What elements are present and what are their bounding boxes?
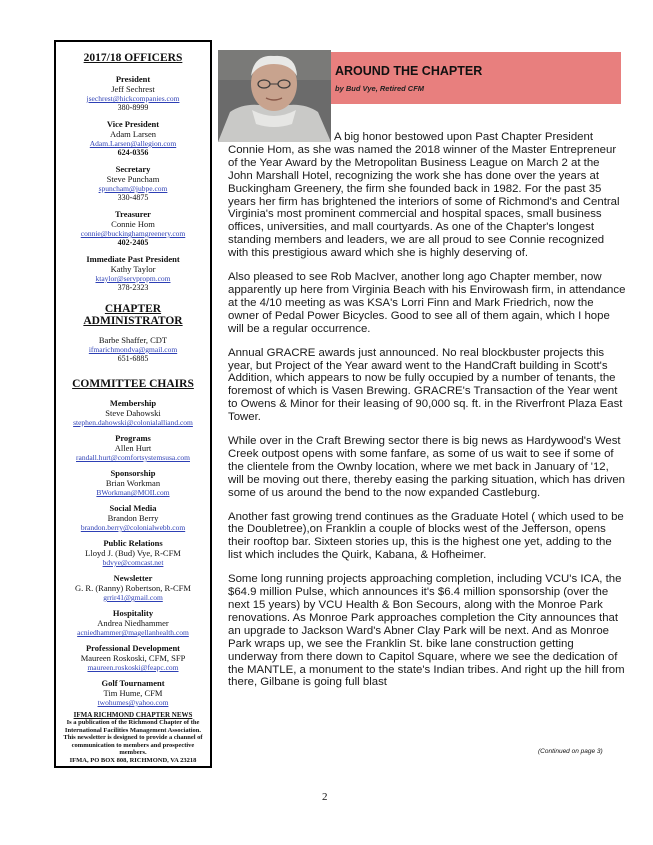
officer-name: Adam Larsen <box>109 129 157 139</box>
article-paragraph: Some long running projects approaching completion, including VCU's ICA, the $64.9 million Pulse, which announces it's $6.4 million sponsorship (over the next 15 years) by VCU Health & Bon Secours, along with the Monroe Park renovations. As Monroe Park approaches completion the City announces that an upgrade to Jackson Ward's Abner Clay Park will be next. And as Monroe Park wraps up, we see the Franklin St. bike lane construction getting underway from there down to Capitol Square, where we see the dedication of the MANTLE, a monument to the state's Indian tribes. And right up the hill from there, Gilbane is going full blast <box>228 573 625 689</box>
officer-phone: 330-4875 <box>117 193 149 202</box>
officer-phone: 402-2405 <box>117 238 149 247</box>
officer-entry <box>56 164 210 203</box>
committee-email[interactable]: randall.hurt@comfortsystemsusa.com <box>76 453 190 462</box>
officer-phone: 378-2323 <box>117 283 149 292</box>
committee-email[interactable]: bdvye@comcast.net <box>102 558 164 567</box>
committee-role: Golf Tournament <box>101 678 165 688</box>
committee-entry <box>56 503 210 532</box>
committee-chair-name: Maureen Roskoski, CFM, SFP <box>80 653 186 663</box>
committee-entry <box>56 643 210 672</box>
officers-heading: 2017/18 OFFICERS <box>83 52 183 64</box>
admin-heading: CHAPTER ADMINISTRATOR <box>83 303 183 327</box>
officer-role: Vice President <box>106 119 160 129</box>
committee-chair-name: Brandon Berry <box>107 513 159 523</box>
committee-entry <box>56 608 210 637</box>
committee-role: Programs <box>115 433 151 443</box>
officer-role: Secretary <box>115 164 151 174</box>
article-paragraph: Annual GRACRE awards just announced. No real blockbuster projects this year, but Project of the Year award went to the HandCraft building in Scott's Addition, which appears to now be fully occupied by a number of tenants, the foremost of which is Vasen Brewing. GRACRE's Transaction of the Year went to Owens & Minor for their leasing of 90,000 sq. ft. in the Riverfront Plaza East Tower. <box>228 346 623 424</box>
admin-phone: 651-6885 <box>117 354 149 363</box>
admin-block <box>56 335 210 364</box>
committee-chair-name: Andrea Niedhammer <box>97 618 169 628</box>
officer-entry <box>56 209 210 248</box>
officer-role: Treasurer <box>115 209 151 219</box>
committee-role: Professional Development <box>85 643 181 653</box>
committee-chair-name: Steve Dahowski <box>105 408 161 418</box>
officer-phone: 380-8999 <box>117 103 149 112</box>
officer-entry <box>56 119 210 158</box>
footer-title: IFMA RICHMOND CHAPTER NEWS <box>73 710 193 719</box>
officer-name: Jeff Sechrest <box>111 84 155 94</box>
committee-chair-name: Allen Hurt <box>114 443 152 453</box>
newsletter-footer <box>56 712 210 765</box>
committee-email[interactable]: BWorkman@MOII.com <box>96 488 170 497</box>
admin-email[interactable]: ifmarichmondva@gmail.com <box>88 345 178 354</box>
officer-role: President <box>115 74 151 84</box>
committee-email[interactable]: stephen.dahowski@colonialalliand.com <box>73 418 193 427</box>
committee-role: Hospitality <box>112 608 154 618</box>
committee-email[interactable]: maureen.roskoski@feapc.com <box>87 663 179 672</box>
committee-entry <box>56 468 210 497</box>
article-title: AROUND THE CHAPTER <box>335 64 483 78</box>
footer-line2: This newsletter is designed to provide a channel of communication to members and prospective members. <box>63 734 203 756</box>
committee-chair-name: Brian Workman <box>105 478 161 488</box>
article-paragraph: Also pleased to see Rob MacIver, another long ago Chapter member, now apparently up here from Virginia Beach with his Envirowash firm, in attendance at the 4/10 meeting as was KSA's Lorri Finn and Mark Friedrich, now the owner of Pedal Power Bicycles. Good to see all of them again, which I hope will be a regular occurrence. <box>228 271 626 335</box>
author-photo-image <box>218 50 331 142</box>
continued-note: (Continued on page 3) <box>538 748 603 755</box>
footer-address: IFMA, PO BOX 808, RICHMOND, VA 23218 <box>69 756 197 764</box>
committee-role: Membership <box>109 398 157 408</box>
officer-role: Immediate Past President <box>86 254 180 264</box>
officer-email[interactable]: jsechrest@hickcompanies.com <box>86 94 180 103</box>
committee-role: Sponsorship <box>110 468 156 478</box>
committee-heading: COMMITTEE CHAIRS <box>72 378 194 390</box>
officer-entry <box>56 74 210 113</box>
page-number: 2 <box>322 791 328 803</box>
article-paragraph: A big honor bestowed upon Past Chapter President Connie Hom, as she was named the 2018 winner of the Master Entrepreneur of the Year Award by the Metropolitan Business League on March 2 at the John Marshall Hotel, recognizing the work she has done over the years at Buckingham Greenery, the firm she founded back in 1982. For the past 35 years her firm has brightened the interiors of some of Richmond's and Central Virginia's most prominent commercial and hospital spaces, small business offices, universities, and mall courtyards. As one of the Chapter's longest standing members and leaders, we are all proud to see Connie recognized with this prestigious award which she is highly deserving of. <box>228 131 620 260</box>
committee-chair-name: G. R. (Ranny) Robertson, R-CFM <box>75 583 191 593</box>
committee-chair-name: Lloyd J. (Bud) Vye, R-CFM <box>85 548 181 558</box>
committee-entry <box>56 573 210 602</box>
officer-name: Connie Hom <box>111 219 155 229</box>
author-photo <box>218 50 331 142</box>
committee-role: Social Media <box>109 503 157 513</box>
officer-email[interactable]: spuncham@jubpe.com <box>98 184 168 193</box>
article-byline: by Bud Vye, Retired CFM <box>335 84 425 93</box>
officer-name: Steve Puncham <box>106 174 160 184</box>
officer-entry <box>56 254 210 293</box>
committee-chair-name: Tim Hume, CFM <box>103 688 163 698</box>
committee-entry <box>56 398 210 427</box>
officers-list <box>56 74 210 293</box>
committee-role: Public Relations <box>103 538 163 548</box>
committee-entry <box>56 433 210 462</box>
committee-entry <box>56 678 210 707</box>
committee-list <box>56 398 210 707</box>
officer-email[interactable]: connie@buckinghamgreenery.com <box>80 229 186 238</box>
article-paragraph: While over in the Craft Brewing sector there is big news as Hardywood's West Creek outpost opens with some fanfare, as some of us wait to see if some of the clientele from the Ownby location, where we met back in January of '12, will be moving out there, thereby easing the parking situation, which has driven some of us around the bend to the now expanded Castleburg. <box>228 435 625 499</box>
committee-entry <box>56 538 210 567</box>
officer-email[interactable]: ktaylor@servpropm.com <box>95 274 171 283</box>
officer-name: Kathy Taylor <box>110 264 156 274</box>
article-paragraph: Another fast growing trend continues as the Graduate Hotel ( which used to be the Doubletree),on Franklin a couple of blocks west of the Jefferson, opens their rooftop bar. Sixteen stories up, this is the highest one yet, adding to the list which includes the Quirk, Kabana, & Hofheimer. <box>228 510 624 562</box>
committee-email[interactable]: grrir41@gmail.com <box>103 593 163 602</box>
committee-email[interactable]: twohumes@yahoo.com <box>97 698 169 707</box>
footer-line1: Is a publication of the Richmond Chapter of the International Facilities Management Association. <box>64 719 202 734</box>
officer-phone: 624-0356 <box>117 148 149 157</box>
officers-sidebar <box>54 40 212 768</box>
section-banner <box>331 52 621 104</box>
committee-role: Newsletter <box>113 573 153 583</box>
article-body <box>228 131 626 700</box>
admin-name: Barbe Shaffer, CDT <box>98 335 168 345</box>
committee-email[interactable]: acniedhammer@magellanhealth.com <box>77 628 189 637</box>
officer-email[interactable]: Adam.Larsen@allegion.com <box>89 139 177 148</box>
committee-email[interactable]: brandon.berry@colonialwebb.com <box>80 523 186 532</box>
